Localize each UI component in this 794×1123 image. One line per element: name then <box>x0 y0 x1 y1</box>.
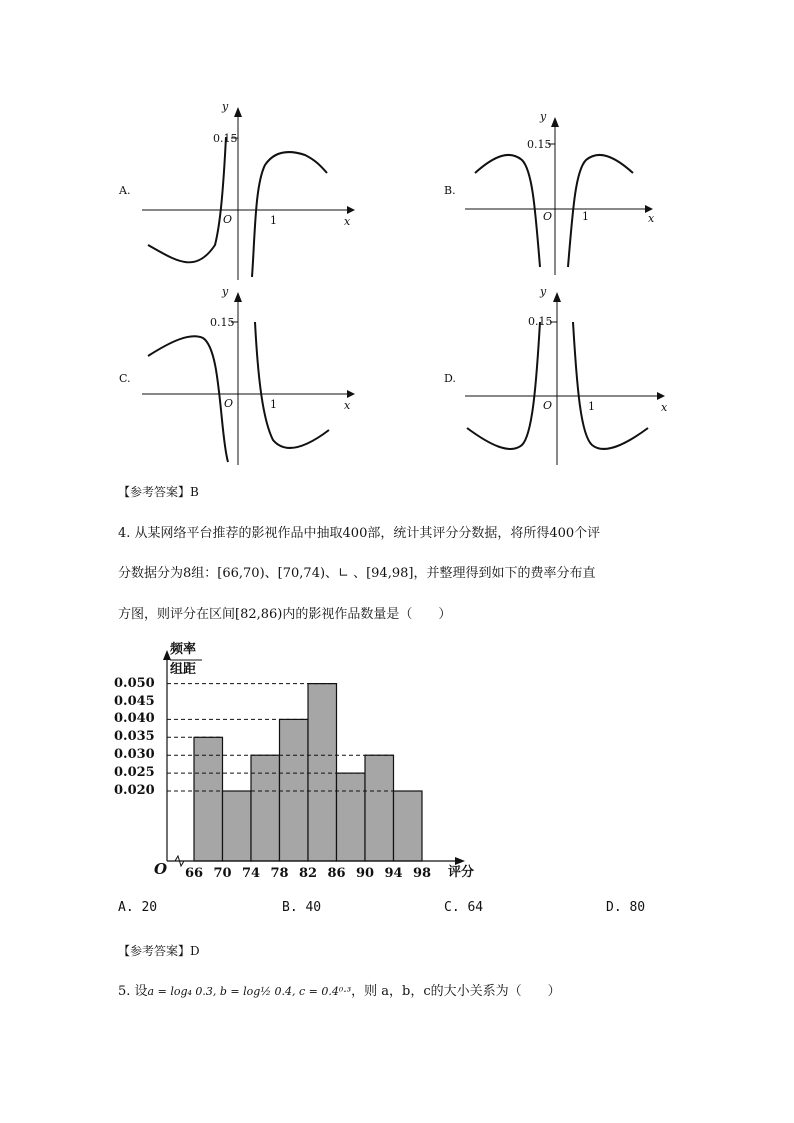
graph-a-x-label: x <box>344 215 351 228</box>
graph-a-tick-x: 1 <box>270 214 277 227</box>
histogram-bar <box>194 737 223 861</box>
graph-c-plot <box>115 280 365 470</box>
graph-d-x-label: x <box>661 401 668 414</box>
q3-answer: 【参考答案】B <box>118 485 199 499</box>
histogram-ylabel-bottom: 组距 <box>170 662 197 677</box>
q4-sep-1: 、 <box>264 566 278 581</box>
q4-interval-94-98: [94,98] <box>366 566 414 581</box>
graph-c-y-label: y <box>222 285 229 298</box>
graph-d-plot <box>440 280 680 470</box>
graph-b-plot <box>440 105 670 280</box>
q4-line-2-suffix: ，并整理得到如下的费率分布直 <box>413 566 596 581</box>
histogram-x-tick-label: 94 <box>384 866 403 881</box>
graph-b-tick-y: 0.15 <box>527 138 552 151</box>
graph-c-origin: O <box>224 397 234 410</box>
histogram-x-tick-label: 86 <box>327 866 346 881</box>
histogram <box>110 640 480 885</box>
histogram-bar <box>365 755 394 861</box>
histogram-x-tick-label: 98 <box>413 866 432 881</box>
graph-c-x-label: x <box>344 399 351 412</box>
histogram-bar <box>308 684 337 861</box>
graph-a-plot <box>115 95 365 285</box>
graph-a-letter: A. <box>119 184 131 197</box>
graph-b-tick-x: 1 <box>582 210 589 223</box>
histogram-y-tick-label: 0.035 <box>114 729 155 745</box>
q4-option-c: C. 64 <box>444 900 484 915</box>
graph-option-d <box>440 280 680 470</box>
histogram-x-tick-label: 90 <box>356 866 375 881</box>
graph-b-x-label: x <box>648 212 655 225</box>
histogram-bar <box>223 791 252 861</box>
q4-interval-82-86: [82,86) <box>235 607 283 622</box>
q4-option-b: B. 40 <box>282 900 322 915</box>
histogram-x-tick-label: 78 <box>270 866 289 881</box>
histogram-y-tick-label: 0.045 <box>114 693 155 709</box>
histogram-y-tick-label: 0.050 <box>114 675 155 691</box>
histogram-bar <box>394 791 423 861</box>
histogram-svg <box>110 640 480 885</box>
q4-line-2 <box>118 567 595 580</box>
histogram-y-tick-label: 0.030 <box>114 747 155 763</box>
histogram-x-arrow <box>455 857 465 865</box>
histogram-x-tick-label: 82 <box>299 866 318 881</box>
graph-d-tick-x: 1 <box>588 400 595 413</box>
q4-option-a: A. 20 <box>118 900 158 915</box>
graph-a-tick-y: 0.15 <box>213 132 238 145</box>
graph-a-origin: O <box>223 213 233 226</box>
graph-d-origin: O <box>543 399 553 412</box>
histogram-x-tick-label: 66 <box>185 866 204 881</box>
q4-interval-70-74: [70,74) <box>277 566 326 581</box>
graph-d-tick-y: 0.15 <box>528 315 553 328</box>
q4-line-3 <box>118 608 451 621</box>
histogram-xlabel: 评分 <box>448 865 475 880</box>
histogram-x-tick-label: 74 <box>242 866 261 881</box>
q5-prefix: 5. 设 <box>118 984 148 999</box>
graph-option-c <box>115 280 365 470</box>
histogram-bar <box>251 755 280 861</box>
q4-line-3-prefix: 方图，则评分在区间 <box>118 607 236 622</box>
q5-suffix: ，则 a，b，c的大小关系为（ ） <box>351 984 561 999</box>
graph-c-tick-y: 0.15 <box>210 316 235 329</box>
q5-expression: a = log₄ 0.3, b = log½ 0.4, c = 0.4⁰·³ <box>147 985 352 998</box>
graph-b-origin: O <box>543 210 553 223</box>
graph-d-letter: D. <box>444 372 456 385</box>
histogram-x-tick-label: 70 <box>213 866 232 881</box>
graph-b-letter: B. <box>444 184 456 197</box>
histogram-bar <box>280 719 309 861</box>
q4-line-3-suffix: 内的影视作品数量是（ ） <box>282 607 452 622</box>
histogram-y-tick-label: 0.020 <box>114 783 155 798</box>
q5-line <box>118 985 561 998</box>
histogram-y-tick-label: 0.040 <box>114 711 155 727</box>
graph-c-tick-x: 1 <box>270 398 277 411</box>
graph-a-y-label: y <box>222 100 229 113</box>
histogram-bar <box>337 773 366 861</box>
histogram-y-tick-label: 0.025 <box>114 765 155 781</box>
q4-line-1: 4. 从某网络平台推荐的影视作品中抽取400部，统计其评分分数据，将所得400个评 <box>118 526 601 541</box>
histogram-origin: O <box>154 860 168 878</box>
q4-answer: 【参考答案】D <box>118 944 200 958</box>
q4-line-2-prefix: 分数据分为8组： <box>118 566 218 581</box>
graph-d-y-label: y <box>540 285 547 298</box>
q4-sep-2: 、∟ 、 <box>325 566 367 581</box>
graph-option-b <box>440 105 670 280</box>
graph-c-letter: C. <box>119 372 131 385</box>
q4-option-d: D. 80 <box>606 900 646 915</box>
q4-interval-66-70: [66,70) <box>217 566 265 581</box>
histogram-ylabel-top: 频率 <box>170 642 197 657</box>
graph-b-y-label: y <box>540 110 547 123</box>
graph-option-a <box>115 95 365 285</box>
